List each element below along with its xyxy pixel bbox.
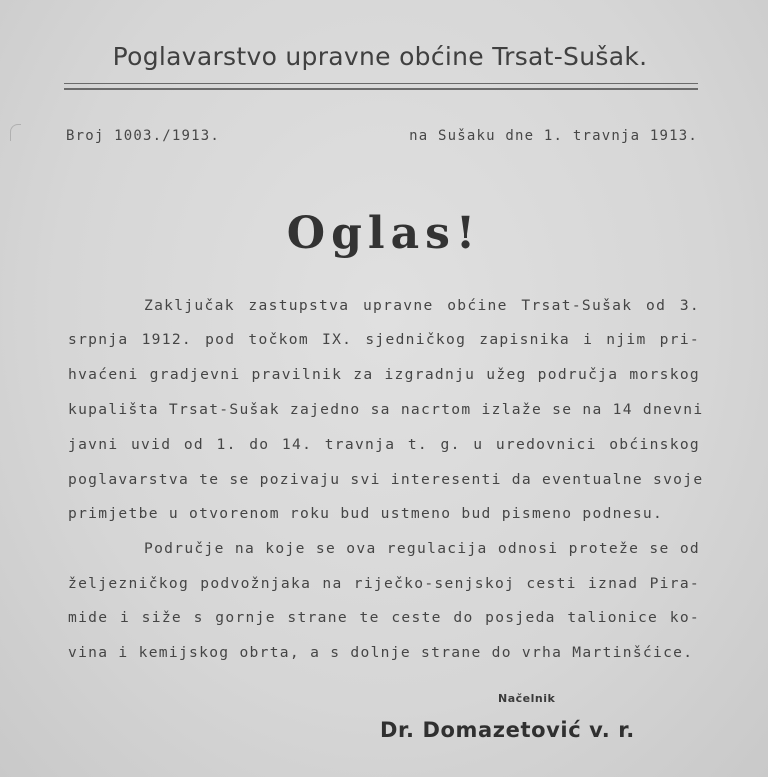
paper-mark	[10, 124, 21, 141]
paragraph1-line: srpnja 1912. pod točkom IX. sjedničkog zapisnika i njim pri-	[68, 331, 700, 348]
signatory-title: Načelnik	[498, 692, 556, 705]
paragraph2-line: vina i kemijskog obrta, a s dolnje strane do vrha Martinšćice.	[68, 644, 694, 661]
paragraph1-line: Zaključak zastupstva upravne obćine Trsat-Sušak od 3.	[144, 297, 700, 314]
signatory-name: Dr. Domazetović v. r.	[380, 718, 635, 742]
paragraph1-line: hvaćeni gradjevni pravilnik za izgradnju užeg područja morskog	[68, 366, 700, 383]
paragraph2-line: Područje na koje se ova regulacija odnosi proteže se od	[144, 540, 700, 557]
paragraph1-line: poglavarstva te se pozivaju svi interesenti da eventualne svoje	[68, 471, 704, 488]
issuer-heading: Poglavarstvo upravne obćine Trsat-Sušak.	[112, 42, 648, 71]
header-double-rule	[64, 83, 698, 90]
paragraph1-line: kupališta Trsat-Sušak zajedno sa nacrtom izlaže se na 14 dnevni	[68, 401, 704, 418]
paragraph1-line: primjetbe u otvorenom roku bud ustmeno bud pismeno podnesu.	[68, 505, 664, 522]
reference-number: Broj 1003./1913.	[66, 128, 221, 144]
paragraph2-line: mide i siže s gornje strane te ceste do posjeda talionice ko-	[68, 609, 700, 626]
notice-title: Oglas!	[286, 208, 482, 259]
paragraph2-line: željezničkog podvožnjaka na riječko-senjskoj cesti iznad Pira-	[68, 575, 700, 592]
paragraph1-line: javni uvid od 1. do 14. travnja t. g. u uredovnici obćinskog	[68, 436, 700, 453]
place-and-date: na Sušaku dne 1. travnja 1913.	[409, 128, 698, 144]
